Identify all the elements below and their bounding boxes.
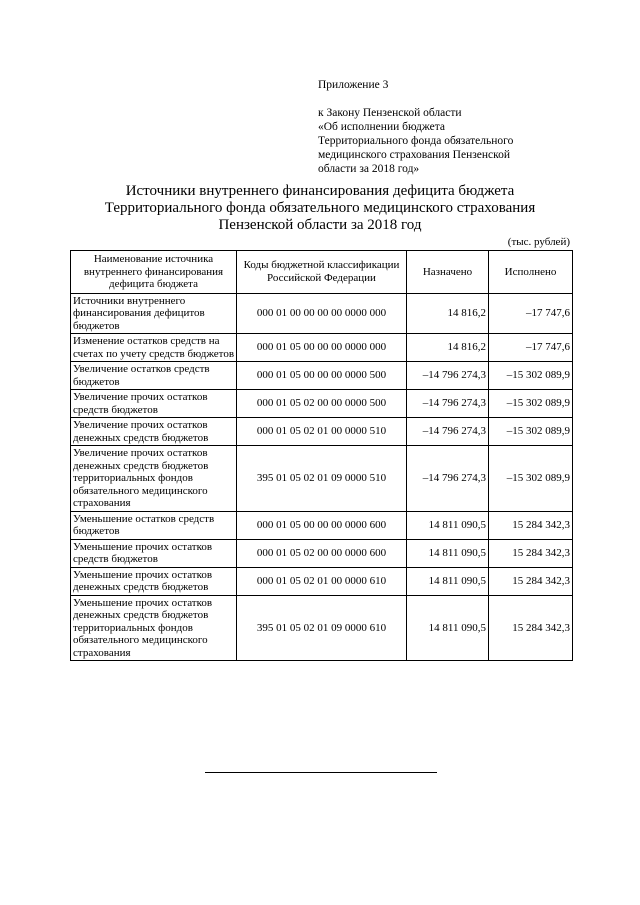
- row-executed: –17 747,6: [489, 293, 573, 334]
- table-row: [71, 293, 573, 334]
- header-name: Наименование источника внутреннего финансирования дефицита бюджета: [71, 251, 237, 294]
- units-label: (тыс. рублей): [507, 236, 570, 248]
- row-code: 000 01 05 02 00 00 0000 600: [237, 539, 407, 567]
- row-code: 000 01 05 00 00 00 0000 000: [237, 334, 407, 362]
- row-planned: 14 811 090,5: [407, 595, 489, 661]
- row-planned: 14 816,2: [407, 293, 489, 334]
- header-executed: Исполнено: [489, 251, 573, 294]
- table-row: [71, 446, 573, 512]
- row-code: 000 01 00 00 00 00 0000 000: [237, 293, 407, 334]
- row-name: Уменьшение прочих остатков денежных средств бюджетов территориальных фондов обязательного медицинского страхования: [71, 595, 237, 661]
- row-code: 000 01 05 02 01 00 0000 510: [237, 418, 407, 446]
- row-code: 395 01 05 02 01 09 0000 510: [237, 446, 407, 512]
- appendix-line-2: «Об исполнении бюджета: [318, 121, 446, 133]
- row-planned: 14 811 090,5: [407, 539, 489, 567]
- row-name: Увеличение прочих остатков денежных средств бюджетов: [71, 418, 237, 446]
- row-executed: –15 302 089,9: [489, 390, 573, 418]
- table-row: [71, 539, 573, 567]
- row-name: Уменьшение прочих остатков денежных средств бюджетов: [71, 567, 237, 595]
- row-name: Увеличение прочих остатков денежных средств бюджетов территориальных фондов обязательного медицинского страхования: [71, 446, 237, 512]
- row-planned: 14 811 090,5: [407, 511, 489, 539]
- row-planned: –14 796 274,3: [407, 418, 489, 446]
- appendix-line-1: к Закону Пензенской области: [318, 107, 462, 119]
- row-executed: –15 302 089,9: [489, 362, 573, 390]
- financing-sources-table: [70, 250, 573, 661]
- table-row: [71, 362, 573, 390]
- row-executed: –15 302 089,9: [489, 446, 573, 512]
- row-executed: –15 302 089,9: [489, 418, 573, 446]
- appendix-block: [318, 78, 618, 176]
- row-planned: –14 796 274,3: [407, 390, 489, 418]
- row-executed: –17 747,6: [489, 334, 573, 362]
- row-code: 395 01 05 02 01 09 0000 610: [237, 595, 407, 661]
- row-planned: 14 811 090,5: [407, 567, 489, 595]
- row-name: Уменьшение прочих остатков средств бюджетов: [71, 539, 237, 567]
- table-row: [71, 595, 573, 661]
- closing-rule-divider: [205, 772, 437, 773]
- row-name: Уменьшение остатков средств бюджетов: [71, 511, 237, 539]
- appendix-line-5: области за 2018 год»: [318, 163, 420, 175]
- table-row: [71, 567, 573, 595]
- row-planned: 14 816,2: [407, 334, 489, 362]
- row-name: Изменение остатков средств на счетах по учету средств бюджетов: [71, 334, 237, 362]
- header-code: Коды бюджетной классификации Российской Федерации: [237, 251, 407, 294]
- row-planned: –14 796 274,3: [407, 446, 489, 512]
- table-row: [71, 418, 573, 446]
- table-row: [71, 334, 573, 362]
- row-name: Увеличение прочих остатков средств бюджетов: [71, 390, 237, 418]
- row-code: 000 01 05 00 00 00 0000 600: [237, 511, 407, 539]
- row-code: 000 01 05 02 00 00 0000 500: [237, 390, 407, 418]
- table-row: [71, 511, 573, 539]
- row-name: Источники внутреннего финансирования дефицитов бюджетов: [71, 293, 237, 334]
- header-planned: Назначено: [407, 251, 489, 294]
- appendix-title: Приложение 3: [318, 79, 389, 91]
- row-planned: –14 796 274,3: [407, 362, 489, 390]
- table-header-row: [71, 251, 573, 294]
- heading-line-3: Пензенской области за 2018 год: [218, 217, 422, 233]
- row-name: Увеличение остатков средств бюджетов: [71, 362, 237, 390]
- row-executed: 15 284 342,3: [489, 539, 573, 567]
- heading-line-1: Источники внутреннего финансирования дефицита бюджета: [125, 183, 515, 199]
- row-executed: 15 284 342,3: [489, 567, 573, 595]
- document-heading: [70, 183, 570, 234]
- appendix-line-4: медицинского страхования Пензенской: [318, 149, 511, 161]
- appendix-line-3: Территориального фонда обязательного: [318, 135, 514, 147]
- row-executed: 15 284 342,3: [489, 595, 573, 661]
- table-row: [71, 390, 573, 418]
- row-code: 000 01 05 02 01 00 0000 610: [237, 567, 407, 595]
- row-code: 000 01 05 00 00 00 0000 500: [237, 362, 407, 390]
- heading-line-2: Территориального фонда обязательного медицинского страхования: [104, 200, 536, 216]
- row-executed: 15 284 342,3: [489, 511, 573, 539]
